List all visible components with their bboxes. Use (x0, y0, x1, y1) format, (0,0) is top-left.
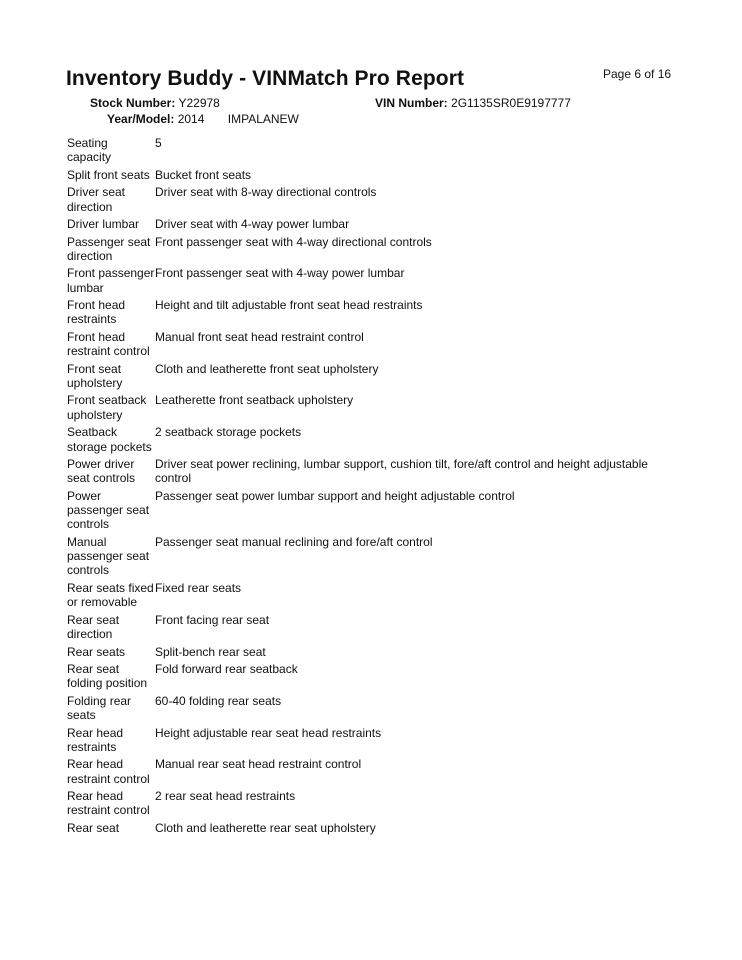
spec-value: Driver seat with 8-way directional controls (155, 185, 377, 200)
spec-table (67, 136, 687, 838)
spec-row (67, 425, 687, 457)
spec-label: Rear head restraint control (67, 757, 150, 786)
year-value: 2014 (177, 112, 205, 126)
spec-value: 2 rear seat head restraints (155, 789, 296, 804)
spec-label: Front head restraint control (67, 329, 150, 359)
model-value: IMPALANEW (227, 112, 299, 126)
spec-value: Driver seat power reclining, lumbar support, cushion tilt, fore/aft control and height adjustable control (155, 457, 648, 486)
spec-row (67, 613, 687, 645)
spec-label: Driver seat direction (67, 185, 126, 214)
stock-number-value: Y22978 (178, 96, 220, 110)
spec-row (67, 298, 687, 330)
spec-row (67, 789, 687, 821)
vin-number-value: 2G1135SR0E9197777 (451, 96, 571, 110)
spec-label: Rear seats (67, 644, 126, 659)
spec-value: 60-40 folding rear seats (155, 693, 282, 708)
spec-row (67, 330, 687, 362)
spec-row (67, 821, 687, 838)
spec-label: Driver lumbar (67, 217, 140, 232)
spec-row (67, 393, 687, 425)
spec-row (67, 726, 687, 758)
spec-label: Front head restraints (67, 298, 126, 327)
year-model-field (107, 112, 299, 126)
spec-row (67, 489, 687, 535)
spec-value: Cloth and leatherette front seat upholstery (155, 361, 379, 376)
stock-number-field (90, 96, 220, 110)
spec-value: Split-bench rear seat (155, 644, 266, 659)
spec-label: Front seat upholstery (67, 361, 123, 390)
vin-number-field (375, 96, 571, 110)
spec-label: Power passenger seat controls (67, 488, 150, 532)
spec-label: Seatback storage pockets (67, 425, 152, 454)
spec-label: Passenger seat direction (67, 234, 151, 263)
spec-label: Manual passenger seat controls (67, 534, 150, 578)
spec-value: 5 (155, 136, 162, 150)
spec-row (67, 645, 687, 662)
spec-row (67, 217, 687, 234)
spec-label: Power driver seat controls (67, 457, 136, 486)
spec-row (67, 136, 687, 168)
spec-label: Folding rear seats (67, 693, 132, 723)
spec-value: Front facing rear seat (155, 612, 270, 627)
spec-label: Rear seat folding position (67, 661, 148, 691)
spec-table-body (67, 136, 687, 838)
spec-row (67, 662, 687, 694)
spec-label: Front passenger lumbar (67, 266, 155, 295)
spec-value: Height adjustable rear seat head restraints (155, 725, 382, 740)
spec-value: Manual rear seat head restraint control (155, 757, 362, 772)
spec-row (67, 757, 687, 789)
spec-label: Rear seat (67, 820, 120, 835)
spec-value: Leatherette front seatback upholstery (155, 393, 354, 408)
page-number: Page 6 of 16 (603, 67, 672, 81)
spec-label: Split front seats (67, 167, 150, 182)
spec-row (67, 457, 687, 489)
spec-label: Rear seat direction (67, 612, 120, 642)
spec-label: Rear head restraint control (67, 789, 150, 818)
spec-label: Seating capacity (67, 136, 112, 165)
spec-row (67, 362, 687, 394)
spec-value: Bucket front seats (155, 167, 252, 182)
spec-label: Rear head restraints (67, 725, 124, 754)
spec-value: Front passenger seat with 4-way power lumbar (155, 266, 405, 281)
vin-number-label: VIN Number: (375, 96, 448, 110)
spec-row (67, 185, 687, 217)
spec-row (67, 694, 687, 726)
spec-label: Rear seats fixed or removable (67, 580, 154, 610)
spec-value: Passenger seat power lumbar support and height adjustable control (155, 488, 515, 503)
spec-value: Fixed rear seats (155, 580, 242, 595)
spec-value: Height and tilt adjustable front seat head restraints (155, 298, 423, 313)
spec-row (67, 535, 687, 581)
spec-value: Fold forward rear seatback (155, 661, 298, 676)
spec-row (67, 266, 687, 298)
report-title: Inventory Buddy - VINMatch Pro Report (66, 67, 465, 90)
spec-row (67, 235, 687, 267)
year-model-label: Year/Model: (107, 112, 175, 126)
spec-value: Manual front seat head restraint control (155, 329, 364, 344)
spec-row (67, 581, 687, 613)
spec-row (67, 168, 687, 185)
spec-value: 2 seatback storage pockets (155, 425, 302, 440)
spec-label: Front seatback upholstery (67, 393, 147, 422)
spec-value: Front passenger seat with 4-way directional controls (155, 234, 432, 249)
spec-value: Cloth and leatherette rear seat upholstery (155, 820, 376, 835)
stock-number-label: Stock Number: (90, 96, 176, 110)
spec-value: Driver seat with 4-way power lumbar (155, 217, 350, 232)
spec-value: Passenger seat manual reclining and fore/aft control (155, 534, 433, 549)
